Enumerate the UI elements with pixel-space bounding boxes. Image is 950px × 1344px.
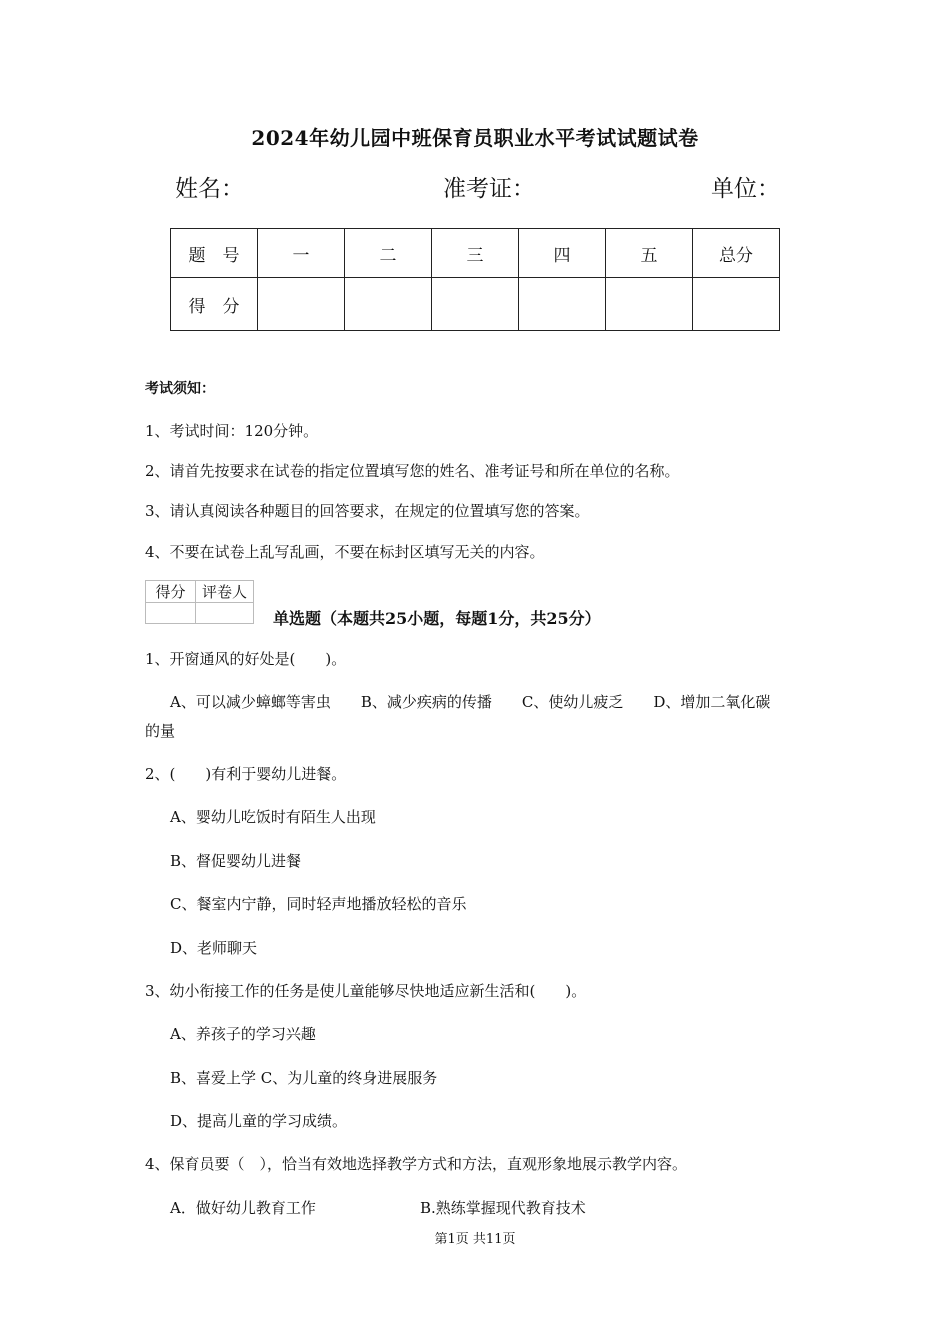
page-footer: 第1页 共11页 [434, 1232, 516, 1247]
question-3-option-a: A、养孩子的学习兴趣 [170, 1025, 316, 1043]
score-header-section-4: 四 [519, 229, 606, 278]
score-row-label: 得 分 [171, 278, 258, 331]
grader-name-label: 评卷人 [196, 581, 254, 603]
exam-id-field-label: 准考证： [443, 176, 535, 202]
question-4-stem: 4、保育员要（ ），恰当有效地选择教学方式和方法，直观形象地展示教学内容。 [145, 1155, 688, 1173]
score-cell [432, 278, 519, 331]
section-title: 单选题（本题共25小题，每题1分，共25分） [273, 609, 601, 628]
score-table-header-row [171, 229, 780, 278]
question-3-option-d: D、提高儿童的学习成绩。 [170, 1112, 348, 1130]
score-header-label: 题 号 [171, 229, 258, 278]
notice-heading: 考试须知： [145, 381, 215, 397]
score-cell [345, 278, 432, 331]
question-4-option-a: A．做好幼儿教育工作 [170, 1199, 316, 1217]
score-cell [693, 278, 780, 331]
notice-item: 4、不要在试卷上乱写乱画，不要在标封区填写无关的内容。 [145, 543, 545, 561]
score-table [170, 228, 780, 331]
question-1-stem: 1、开窗通风的好处是( )。 [145, 650, 347, 668]
score-header-section-1: 一 [258, 229, 345, 278]
question-2-stem: 2、( )有利于婴幼儿进餐。 [145, 765, 347, 783]
page-title: 2024年幼儿园中班保育员职业水平考试试题试卷 [251, 126, 699, 150]
question-2-option-d: D、老师聊天 [170, 939, 258, 957]
question-4-option-b: B.熟练掌握现代教育技术 [420, 1199, 586, 1217]
score-header-section-5: 五 [606, 229, 693, 278]
question-3-option-bc: B、喜爱上学 C、为儿童的终身进展服务 [170, 1069, 438, 1087]
question-1-options: A、可以减少蟑螂等害虫 B、减少疾病的传播 C、使幼儿疲乏 D、增加二氧化碳 [170, 693, 771, 711]
question-2-option-b: B、督促婴幼儿进餐 [170, 852, 302, 870]
score-cell [258, 278, 345, 331]
question-1-options-continued: 的量 [145, 722, 176, 740]
unit-field-label: 单位： [711, 176, 780, 202]
question-3-stem: 3、幼小衔接工作的任务是使儿童能够尽快地适应新生活和( )。 [145, 982, 587, 1000]
score-cell [606, 278, 693, 331]
grader-score-label: 得分 [146, 581, 196, 603]
score-header-total: 总分 [693, 229, 780, 278]
grader-name-cell [196, 603, 254, 624]
notice-item: 1、考试时间：120分钟。 [145, 422, 319, 440]
question-2-option-c: C、餐室内宁静，同时轻声地播放轻松的音乐 [170, 895, 467, 913]
notice-item: 2、请首先按要求在试卷的指定位置填写您的姓名、准考证号和所在单位的名称。 [145, 462, 680, 480]
score-table-score-row [171, 278, 780, 331]
question-2-option-a: A、婴幼儿吃饭时有陌生人出现 [170, 808, 376, 826]
name-field-label: 姓名： [175, 176, 244, 202]
grader-box [145, 580, 254, 624]
score-header-section-2: 二 [345, 229, 432, 278]
grader-score-cell [146, 603, 196, 624]
score-cell [519, 278, 606, 331]
notice-item: 3、请认真阅读各种题目的回答要求，在规定的位置填写您的答案。 [145, 502, 590, 520]
score-header-section-3: 三 [432, 229, 519, 278]
